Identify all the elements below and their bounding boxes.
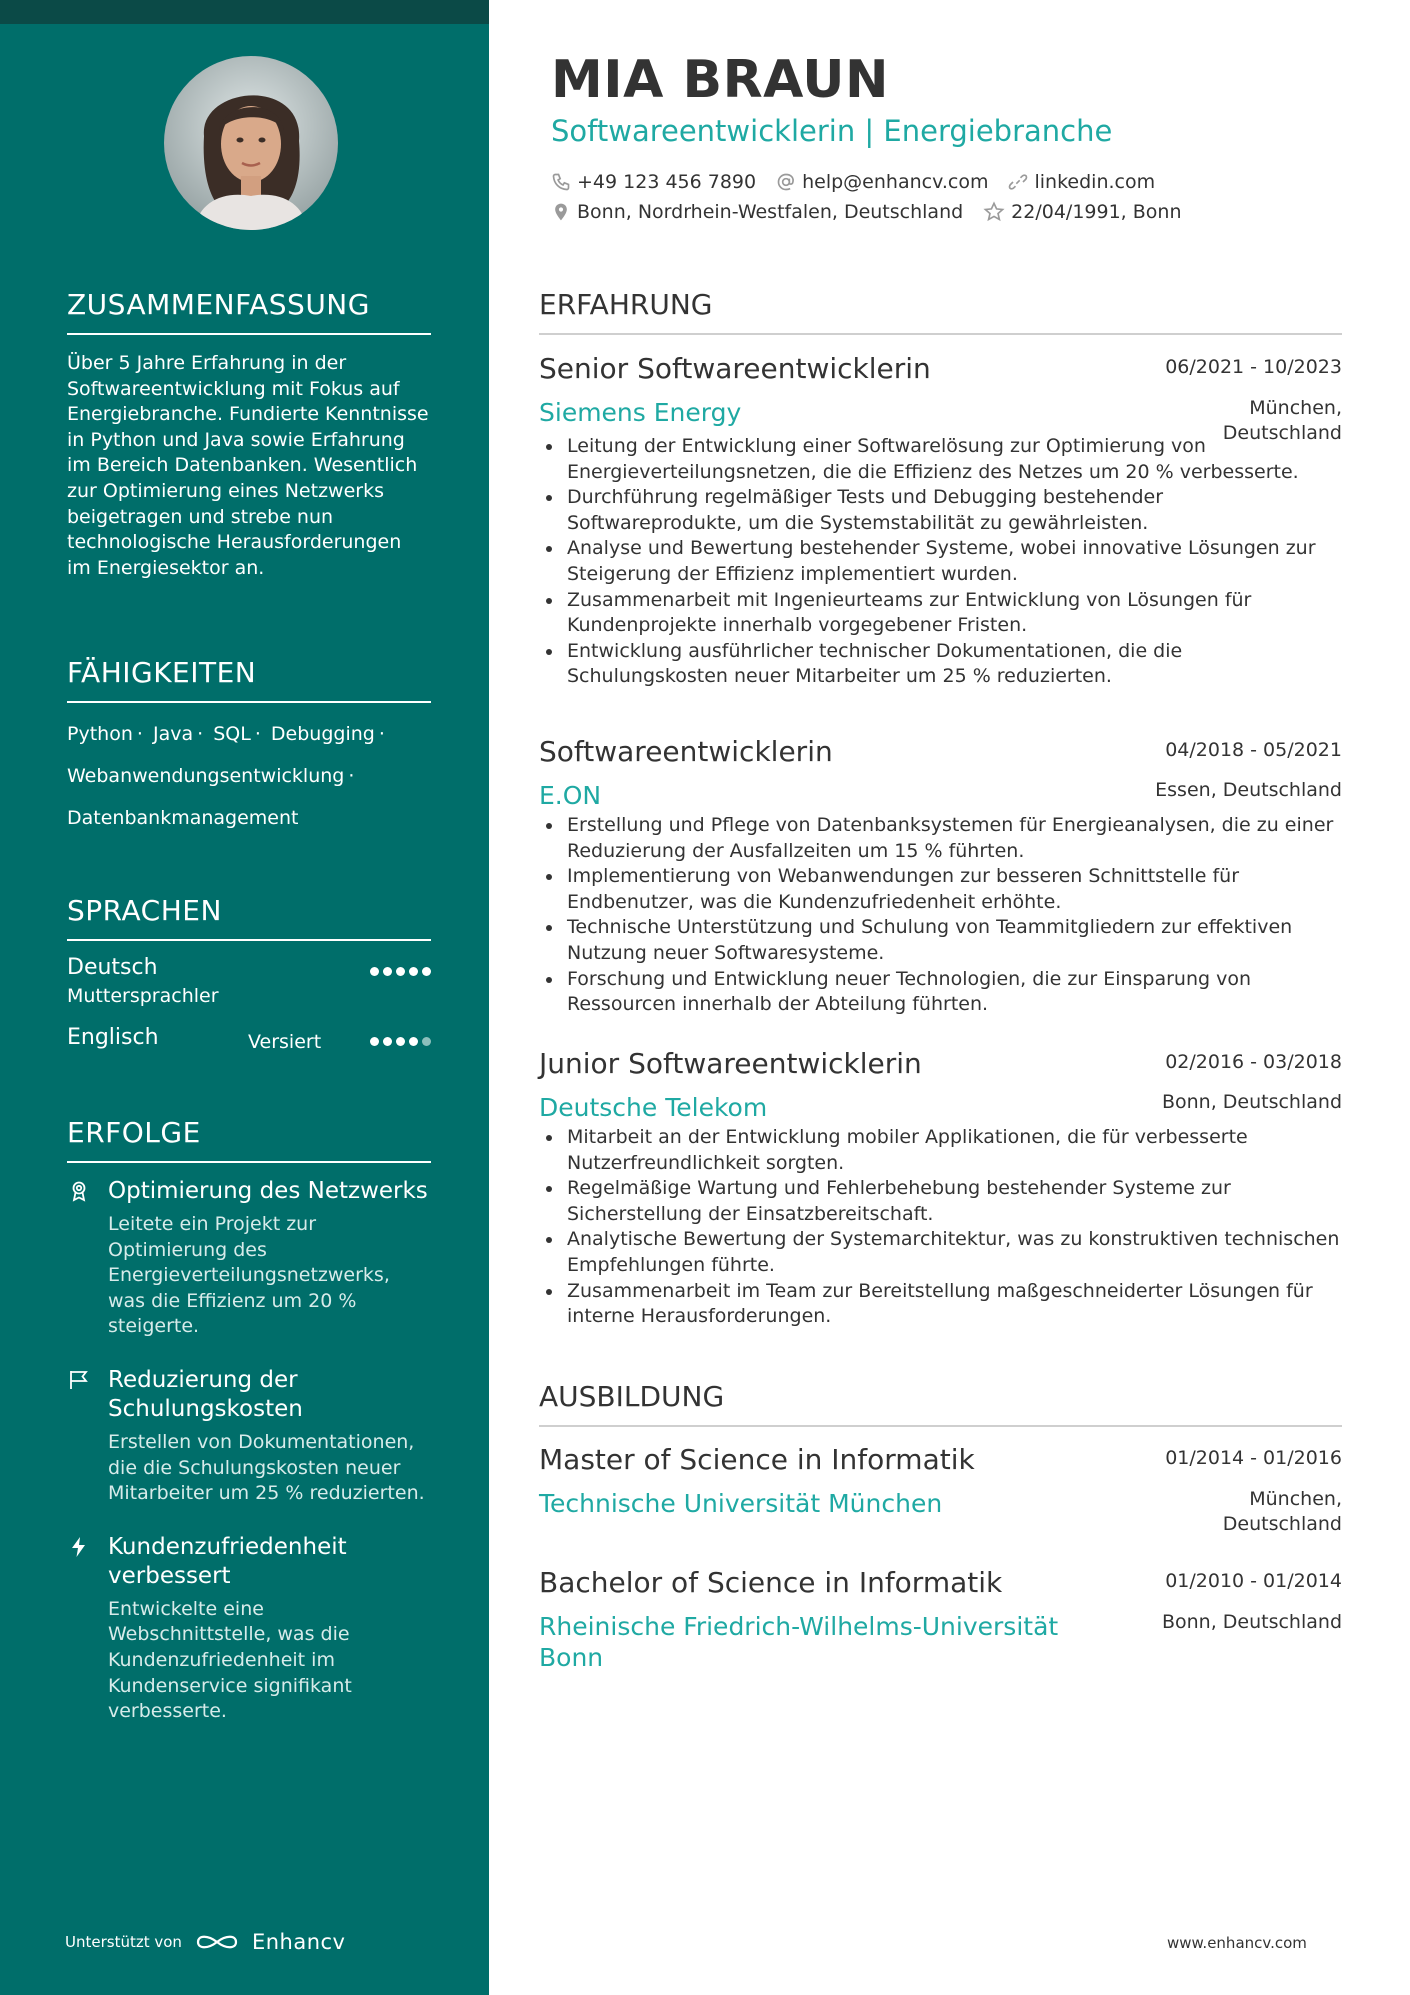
at-icon xyxy=(776,172,796,192)
skills-list: Python · Java · SQL · Debugging · Webanwendungsentwicklung · Datenbankmanagement xyxy=(67,723,385,829)
link-icon xyxy=(1008,172,1028,192)
language-name: Deutsch xyxy=(67,955,158,980)
job-bullets xyxy=(539,434,1342,690)
skills-section xyxy=(67,656,431,839)
job-title: Junior Softwareentwicklerin xyxy=(539,1047,922,1080)
achievement-title: Kundenzufriedenheit verbessert xyxy=(108,1533,347,1589)
location-line: Essen, Deutschland xyxy=(1155,779,1342,801)
location-text: Bonn, Nordrhein-Westfalen, Deutschland xyxy=(577,201,964,223)
contact-row xyxy=(551,201,1202,223)
job-bullets xyxy=(539,813,1342,1018)
language-level: Versiert xyxy=(248,1031,322,1053)
language-level: Muttersprachler xyxy=(67,985,219,1007)
flag-icon xyxy=(67,1368,91,1392)
languages-title: SPRACHEN xyxy=(67,894,431,941)
bullet-item: Zusammenarbeit mit Ingenieurteams zur Entwicklung von Lösungen für Kundenprojekte innerhalb vorgegebener Fristen. xyxy=(539,588,1342,639)
rating-dot xyxy=(422,967,431,976)
phone-text: +49 123 456 7890 xyxy=(577,171,757,193)
achievement-item xyxy=(67,1533,431,1725)
skills-title: FÄHIGKEITEN xyxy=(67,656,431,703)
powered-by xyxy=(65,1930,345,1954)
bullet-item: Entwicklung ausführlicher technischer Dokumentationen, die die Schulungskosten neuer Mitarbeiter um 25 % reduzierten. xyxy=(539,639,1342,690)
rating-dot xyxy=(383,1037,392,1046)
contact-link[interactable] xyxy=(1008,171,1155,193)
bullet-item: Durchführung regelmäßiger Tests und Debugging bestehender Softwareprodukte, um die Systemstabilität zu gewährleisten. xyxy=(539,485,1342,536)
email-text: help@enhancv.com xyxy=(802,171,989,193)
rating-dot xyxy=(383,967,392,976)
sidebar-top-bar xyxy=(0,0,489,24)
profile-photo xyxy=(164,56,338,230)
contact-location xyxy=(551,201,963,223)
location-pin-icon xyxy=(551,202,571,222)
bullet-item: Regelmäßige Wartung und Fehlerbehebung bestehender Systeme zur Sicherstellung der Einsatzbereitschaft. xyxy=(539,1176,1342,1227)
job-bullets xyxy=(539,1125,1342,1330)
languages-section xyxy=(67,894,431,1089)
school-name: Rheinische Friedrich-Wilhelms-Universität Bonn xyxy=(539,1612,1059,1672)
degree-title: Master of Science in Informatik xyxy=(539,1443,975,1476)
company-name: Siemens Energy xyxy=(539,398,742,427)
rating-dot xyxy=(409,1037,418,1046)
contact-birth xyxy=(983,201,1181,223)
bullet-item: Technische Unterstützung und Schulung von Teammitgliedern zur effektiven Nutzung neuer Softwaresysteme. xyxy=(539,915,1342,966)
language-item xyxy=(67,955,431,1019)
bullet-item: Analytische Bewertung der Systemarchitektur, was zu konstruktiven technischen Empfehlungen führte. xyxy=(539,1227,1342,1278)
summary-section xyxy=(67,288,431,581)
rating-dot xyxy=(370,1037,379,1046)
location-line: Deutschland xyxy=(1222,422,1342,444)
location-line: Bonn, Deutschland xyxy=(1161,1611,1342,1633)
experience-entry xyxy=(539,1047,1342,1330)
location-line: München, xyxy=(1249,1488,1342,1510)
education-entry xyxy=(539,1566,1342,1673)
achievement-desc: Erstellen von Dokumentationen, die die Schulungskosten neuer Mitarbeiter um 25 % reduzierten. xyxy=(108,1430,425,1505)
rating-dot xyxy=(370,967,379,976)
education-dates: 01/2010 - 01/2014 xyxy=(1165,1570,1342,1592)
enhancv-logo-icon xyxy=(194,1930,240,1954)
powered-by-label: Unterstützt von xyxy=(65,1933,182,1951)
education-title: AUSBILDUNG xyxy=(539,1380,1342,1427)
experience-entry xyxy=(539,352,1342,690)
achievement-title: Reduzierung der Schulungskosten xyxy=(108,1366,303,1422)
achievements-section xyxy=(67,1116,431,1725)
achievement-item xyxy=(67,1177,431,1340)
contact-email[interactable] xyxy=(776,171,988,193)
summary-title: ZUSAMMENFASSUNG xyxy=(67,288,431,335)
language-rating xyxy=(370,967,431,976)
language-rating xyxy=(370,1037,431,1046)
skill-item: Debugging xyxy=(270,723,375,745)
location-line: München, xyxy=(1249,397,1342,419)
achievement-title: Optimierung des Netzwerks xyxy=(108,1178,428,1204)
summary-text: Über 5 Jahre Erfahrung in der Softwareentwicklung mit Fokus auf Energiebranche. Fundierte Kenntnisse in Python und Java sowie Erfahrung im Bereich Datenbanken. Wesentlich zur Optimierung eines Netzwerks beigetragen und strebe nun technologische Herausforderungen im Energiesektor an. xyxy=(67,352,429,579)
job-location xyxy=(1155,778,1342,803)
achievements-title: ERFOLGE xyxy=(67,1116,431,1163)
language-name: Englisch xyxy=(67,1025,159,1050)
location-line: Bonn, Deutschland xyxy=(1161,1091,1342,1113)
school-name: Technische Universität München xyxy=(539,1489,943,1518)
enhancv-brand: Enhancv xyxy=(251,1930,346,1954)
location-line: Deutschland xyxy=(1222,1513,1342,1535)
bullet-item: Implementierung von Webanwendungen zur besseren Schnittstelle für Endbenutzer, was die Kundenzufriedenheit erhöhte. xyxy=(539,864,1342,915)
language-item xyxy=(67,1025,431,1089)
rating-dot xyxy=(422,1037,431,1046)
education-entry xyxy=(539,1443,1342,1535)
education-location xyxy=(1162,1610,1342,1635)
bullet-item: Erstellung und Pflege von Datenbanksystemen für Energieanalysen, die zu einer Reduzierung der Ausfallzeiten um 15 % führten. xyxy=(539,813,1342,864)
bolt-icon xyxy=(67,1535,91,1559)
degree-title: Bachelor of Science in Informatik xyxy=(539,1566,1003,1599)
job-location xyxy=(1162,1090,1342,1115)
job-title: Senior Softwareentwicklerin xyxy=(539,352,931,385)
phone-icon xyxy=(551,172,571,192)
job-dates: 06/2021 - 10/2023 xyxy=(1165,356,1342,378)
contact-phone xyxy=(551,171,756,193)
website-footer[interactable]: www.enhancv.com xyxy=(1167,1934,1307,1952)
education-location xyxy=(1223,1487,1342,1537)
company-name: E.ON xyxy=(539,781,602,810)
star-icon xyxy=(983,201,1005,223)
bullet-item: Mitarbeit an der Entwicklung mobiler Applikationen, die für verbesserte Nutzerfreundlichkeit sorgten. xyxy=(539,1125,1342,1176)
job-dates: 04/2018 - 05/2021 xyxy=(1165,739,1342,761)
candidate-headline: Softwareentwicklerin | Energiebranche xyxy=(551,114,1113,148)
bullet-item: Zusammenarbeit im Team zur Bereitstellung maßgeschneiderter Lösungen für interne Herausforderungen. xyxy=(539,1279,1342,1330)
award-icon xyxy=(67,1179,91,1203)
achievement-desc: Leitete ein Projekt zur Optimierung des Energieverteilungsnetzwerks, was die Effizienz um 20 % steigerte. xyxy=(108,1213,390,1338)
contact-row xyxy=(551,171,1175,193)
candidate-name: MIA BRAUN xyxy=(551,50,890,110)
education-dates: 01/2014 - 01/2016 xyxy=(1165,1447,1342,1469)
achievement-item xyxy=(67,1366,431,1507)
experience-entry xyxy=(539,735,1342,1018)
birth-text: 22/04/1991, Bonn xyxy=(1011,201,1182,223)
link-text: linkedin.com xyxy=(1034,171,1156,193)
rating-dot xyxy=(396,1037,405,1046)
job-dates: 02/2016 - 03/2018 xyxy=(1165,1051,1342,1073)
skill-item: Webanwendungsentwicklung xyxy=(67,765,345,787)
bullet-item: Leitung der Entwicklung einer Softwarelösung zur Optimierung von Energieverteilungsnetzen, die die Effizienz des Netzes um 20 % verbesserte. xyxy=(539,434,1342,485)
skill-item: Python xyxy=(67,723,133,745)
sidebar xyxy=(0,0,489,1995)
job-title: Softwareentwicklerin xyxy=(539,735,833,768)
rating-dot xyxy=(396,967,405,976)
experience-title: ERFAHRUNG xyxy=(539,288,1342,335)
achievement-desc: Entwickelte eine Webschnittstelle, was die Kundenzufriedenheit im Kundenservice signifikant verbesserte. xyxy=(108,1597,352,1723)
company-name: Deutsche Telekom xyxy=(539,1093,768,1122)
rating-dot xyxy=(409,967,418,976)
skill-item: Datenbankmanagement xyxy=(67,807,299,829)
bullet-item: Forschung und Entwicklung neuer Technologien, die zur Einsparung von Ressourcen innerhalb der Abteilung führten. xyxy=(539,967,1342,1018)
skill-item: Java xyxy=(152,723,194,745)
skill-item: SQL xyxy=(213,723,251,745)
bullet-item: Analyse und Bewertung bestehender Systeme, wobei innovative Lösungen zur Steigerung der Effizienz implementiert wurden. xyxy=(539,536,1342,587)
